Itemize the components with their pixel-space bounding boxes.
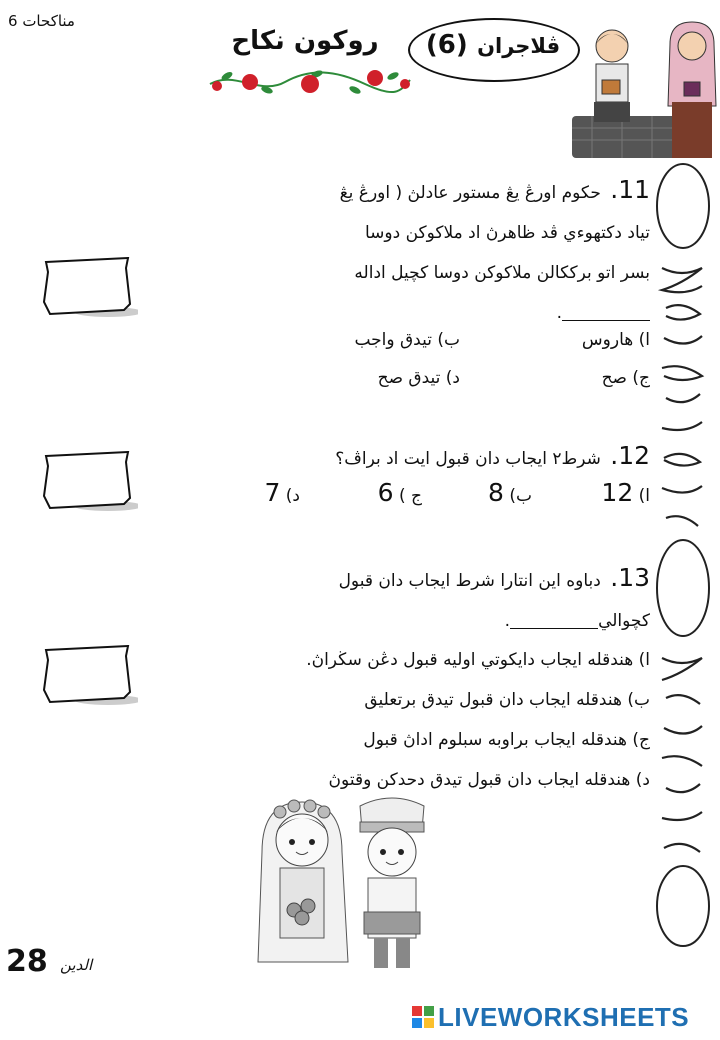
option-letter: ج ) — [398, 486, 422, 506]
option-text: تيدق صح — [377, 368, 441, 388]
q11-option-d[interactable] — [378, 368, 460, 388]
option-letter: د) — [285, 486, 300, 506]
option-text: 12 — [601, 478, 634, 507]
q12-option-d[interactable] — [264, 478, 300, 507]
option-letter: ب) — [627, 690, 650, 710]
blank-suffix: . — [556, 303, 562, 323]
option-letter: ج) — [632, 730, 650, 750]
q11-option-b[interactable] — [354, 330, 460, 350]
answer-box-q11[interactable] — [38, 252, 138, 320]
students-illustration — [572, 16, 718, 162]
question-number: 11. — [610, 175, 650, 204]
option-text: تيدق واجب — [354, 330, 432, 350]
page-number: 28 — [6, 944, 48, 979]
option-text: 7 — [264, 478, 281, 507]
lesson-number: (6) — [425, 30, 468, 60]
brand-logo-icon — [412, 1006, 434, 1028]
option-text: هندقله ايجاب دان قبول تيدق دحدكن وقتوڽ — [328, 770, 631, 790]
question-12 — [230, 436, 650, 479]
question-11 — [230, 170, 650, 333]
option-letter: د) — [445, 368, 460, 388]
blank-line — [510, 614, 598, 629]
q11-option-c[interactable] — [602, 368, 650, 388]
option-letter: ا) — [638, 330, 650, 350]
option-text: هندقله ايجاب دايكوتي اوليه قبول دڠن سڬراڽ. — [306, 650, 634, 670]
worksheet-topic-label: مناكحات 6 — [8, 12, 75, 30]
option-letter: ب) — [509, 486, 532, 506]
q13-option-a[interactable] — [210, 640, 650, 680]
liveworksheets-brand[interactable] — [412, 1000, 689, 1034]
q13-option-b[interactable] — [210, 680, 650, 720]
option-text: 6 — [377, 478, 394, 507]
brand-name: LIVEWORKSHEETS — [438, 1001, 690, 1032]
lesson-label: ڤلاجران — [477, 34, 561, 58]
q12-option-c[interactable] — [378, 478, 422, 507]
question-text-line: حكوم اورڠ يڠ مستور عادلڽ ( اورڠ يڠ — [339, 183, 601, 203]
option-letter: د) — [635, 770, 650, 790]
page-title: روكون نكاح — [231, 26, 379, 56]
question-number: 12. — [610, 441, 650, 470]
q12-option-b[interactable] — [488, 478, 532, 507]
q12-option-a[interactable] — [601, 478, 650, 507]
rose-vine-decoration — [205, 62, 415, 98]
answer-box-q13[interactable] — [38, 640, 138, 708]
bride-groom-illustration — [252, 792, 442, 972]
answer-box-frame — [38, 640, 138, 708]
question-number: 13. — [610, 563, 650, 592]
answer-box-q12[interactable] — [38, 446, 138, 514]
blank-line — [562, 306, 650, 321]
question-text-line: تياد دكتهوءي ڤد ظاهرڽ اد ملاكوكن دوسا — [365, 223, 650, 243]
question-text-line: دباوه اين انتارا شرط ايجاب دان قبول — [338, 571, 601, 591]
subject-label: الدين — [60, 956, 93, 974]
speech-bubble-text — [408, 30, 576, 60]
option-text: هندقله ايجاب براوبه سبلوم اداڽ قبول — [363, 730, 627, 750]
q13-option-c[interactable] — [210, 720, 650, 760]
q12-options-row — [230, 478, 650, 512]
question-text-line: بسر اتو برككالن ملاكوكن دوسا كچيل اداله — [354, 263, 650, 283]
q13-options — [210, 640, 650, 800]
answer-box-frame — [38, 252, 138, 320]
option-text: صح — [601, 368, 627, 388]
answer-box-frame — [38, 446, 138, 514]
option-letter: ج) — [632, 368, 650, 388]
option-letter: ا) — [638, 650, 650, 670]
option-text: هندقله ايجاب دان قبول تيدق برتعليق — [364, 690, 622, 710]
question-text-line: شرط٢ ايجاب دان قبول ايت اد براڤ؟ — [335, 449, 601, 469]
option-letter: ا) — [638, 486, 650, 506]
calligraphy-border — [652, 158, 714, 950]
question-text-line: كچوالي — [598, 611, 650, 631]
question-13 — [230, 558, 650, 641]
option-text: هاروس — [581, 330, 634, 350]
q11-option-a[interactable] — [582, 330, 650, 350]
option-letter: ب) — [437, 330, 460, 350]
option-text: 8 — [488, 478, 504, 507]
blank-suffix: . — [504, 611, 511, 631]
